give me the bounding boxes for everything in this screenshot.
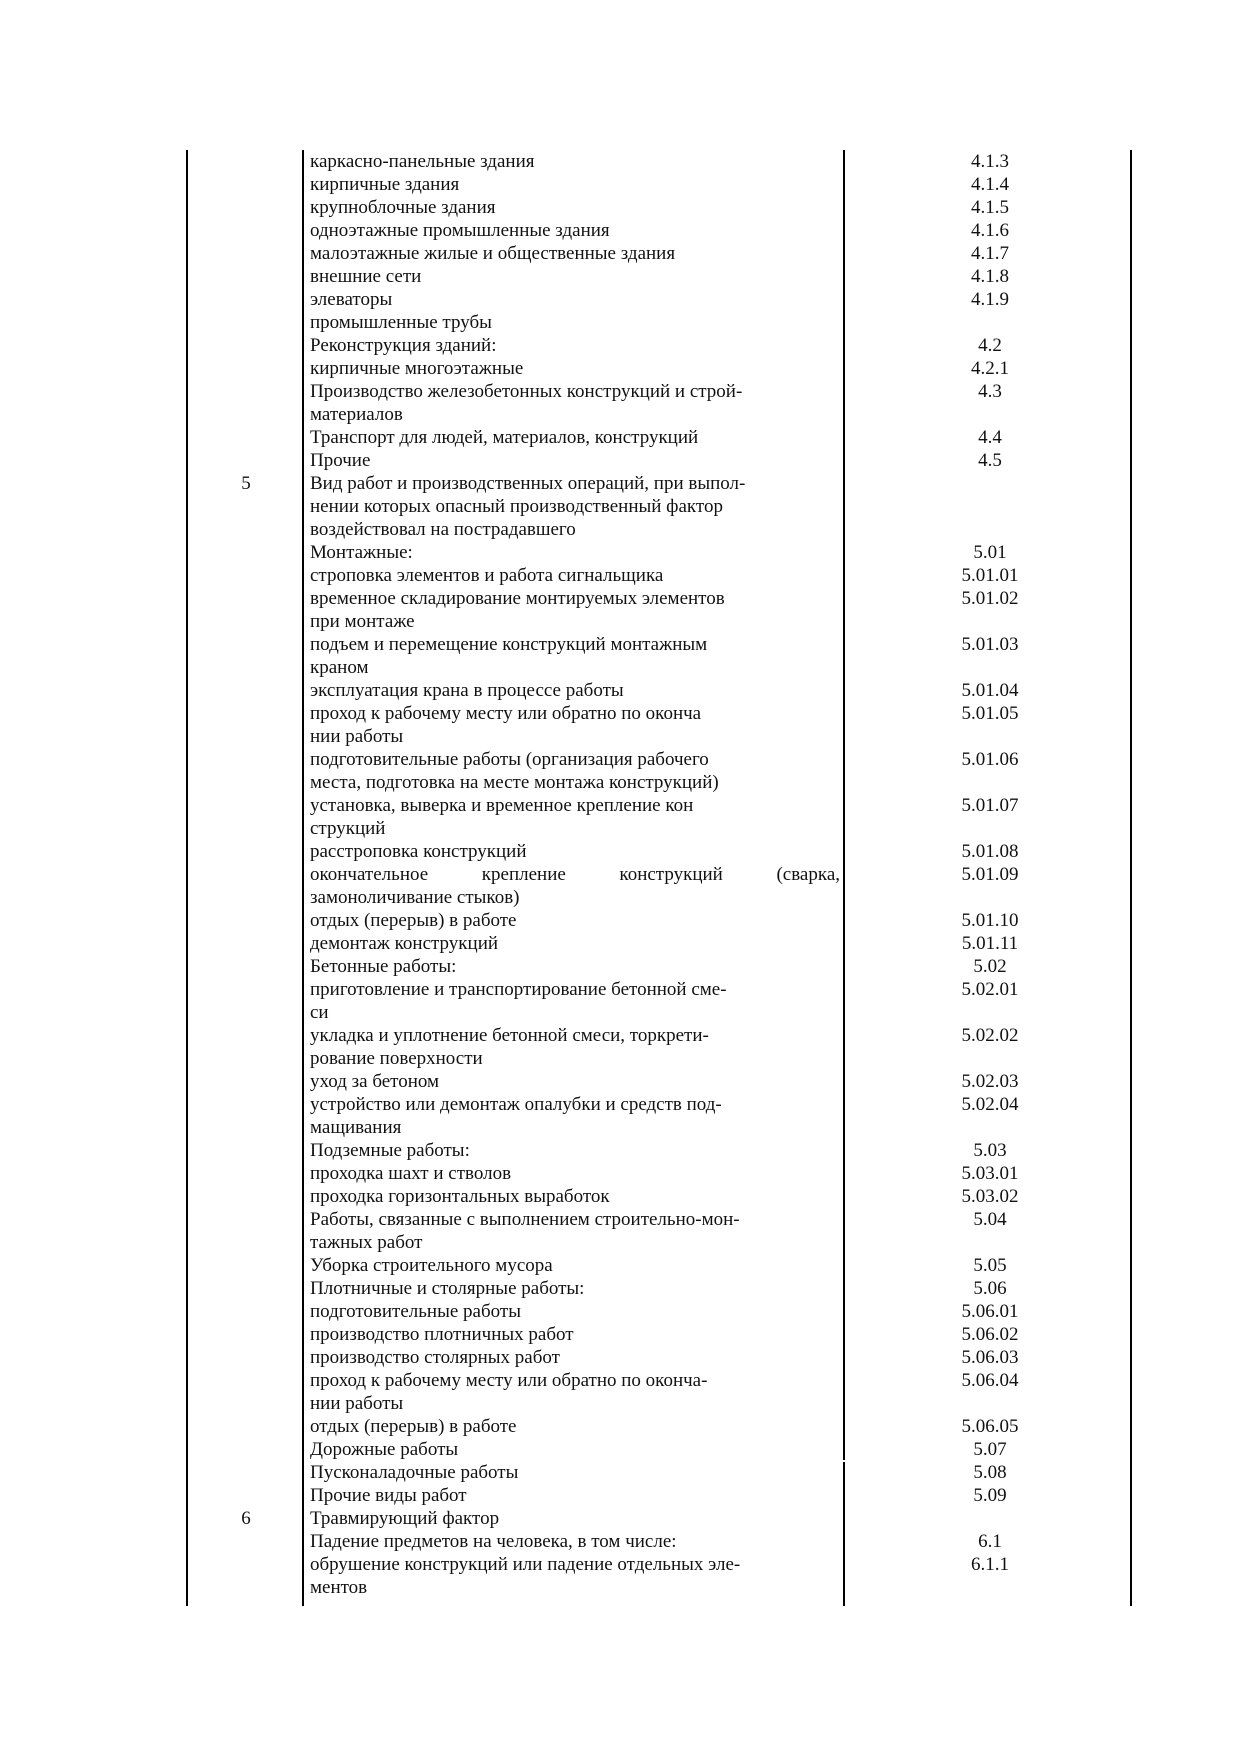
row-code [850,725,1130,748]
row-number [188,219,304,242]
row-description: проход к рабочему месту или обратно по оконча- [310,1370,708,1391]
row-number [188,1185,304,1208]
row-description: установка, выверка и временное крепление кон [310,795,694,816]
row-description: краном [310,657,369,678]
row-code [850,1576,1130,1599]
row-code: 5.01.03 [961,634,1019,655]
row-number [188,840,304,863]
row-code [850,1392,1130,1415]
row-description: Прочие виды работ [310,1485,467,1506]
row-description: одноэтажные промышленные здания [310,220,610,241]
row-description: укладка и уплотнение бетонной смеси, торкрети- [310,1025,709,1046]
row-description: нии работы [310,726,404,747]
row-description: демонтаж конструкций [310,933,499,954]
row-description: строповка элементов и работа сигнальщика [310,565,664,586]
row-description: места, подготовка на месте монтажа конструкций) [310,772,719,793]
row-description: си [310,1002,329,1023]
table-row [0,150,1240,173]
table-row [0,656,1240,679]
row-description: расстроповка конструкций [310,841,527,862]
row-code: 5.02.03 [961,1071,1019,1092]
row-number [188,449,304,472]
row-description: проход к рабочему месту или обратно по оконча [310,703,702,724]
table-row [0,863,1240,886]
row-description: отдых (перерыв) в работе [310,1416,517,1437]
row-number [188,978,304,1001]
row-description: элеваторы [310,289,393,310]
row-number [188,771,304,794]
row-description: обрушение конструкций или падение отдельных эле- [310,1554,741,1575]
row-description: Работы, связанные с выполнением строительно-мон- [310,1209,740,1230]
row-code: 5.08 [973,1462,1007,1483]
row-code: 5.06.02 [961,1324,1019,1345]
row-number [188,1277,304,1300]
table-row [0,334,1240,357]
table-row [0,748,1240,771]
row-number [188,863,304,886]
table-row [0,1231,1240,1254]
row-number [188,955,304,978]
row-number [188,1093,304,1116]
row-number [188,1553,304,1576]
table-row [0,771,1240,794]
row-number [188,817,304,840]
row-number [188,196,304,219]
row-number [188,242,304,265]
row-number [188,1484,304,1507]
row-number: 6 [241,1508,251,1529]
row-code: 4.1.9 [971,289,1009,310]
row-code: 5.02 [973,956,1007,977]
table-row [0,1484,1240,1507]
row-description: Подземные работы: [310,1140,470,1161]
row-number [188,932,304,955]
row-code [850,886,1130,909]
table-row [0,1392,1240,1415]
row-number [188,656,304,679]
row-description: Реконструкция зданий: [310,335,497,356]
row-code: 4.1.8 [971,266,1009,287]
row-description: промышленные трубы [310,312,492,333]
row-description: подготовительные работы (организация рабочего [310,749,709,770]
table-row [0,1461,1240,1484]
row-code [850,311,1130,334]
row-description: тажных работ [310,1232,423,1253]
table-row [0,173,1240,196]
table-row [0,265,1240,288]
row-number [188,1024,304,1047]
row-description: окончательное крепление конструкций (сварка, [310,864,840,885]
row-code: 5.01.06 [961,749,1019,770]
row-description: Уборка строительного мусора [310,1255,553,1276]
table-row [0,541,1240,564]
table-row [0,1208,1240,1231]
classification-table [0,150,1240,1599]
row-number [188,1231,304,1254]
row-description: подготовительные работы [310,1301,521,1322]
row-description: нении которых опасный производственный фактор [310,496,723,517]
table-row [0,1415,1240,1438]
table-row [0,1047,1240,1070]
row-number [188,1001,304,1024]
table-row [0,1323,1240,1346]
row-number [188,1530,304,1553]
row-code [850,495,1130,518]
row-code: 4.1.7 [971,243,1009,264]
row-description: малоэтажные жилые и общественные здания [310,243,676,264]
row-description: замоноличивание стыков) [310,887,520,908]
row-description: Монтажные: [310,542,413,563]
table-row [0,633,1240,656]
row-code: 5.06.04 [961,1370,1019,1391]
row-number [188,426,304,449]
row-description: производство плотничных работ [310,1324,574,1345]
table-row [0,564,1240,587]
row-number [188,518,304,541]
row-code [850,656,1130,679]
row-code: 4.1.6 [971,220,1009,241]
table-row [0,817,1240,840]
row-number [188,150,304,173]
table-row [0,725,1240,748]
row-description: Травмирующий фактор [310,1508,500,1529]
table-row [0,1093,1240,1116]
row-code: 5.01.02 [961,588,1019,609]
row-number [188,1323,304,1346]
row-description: проходка шахт и стволов [310,1163,512,1184]
table-row [0,587,1240,610]
row-description: крупноблочные здания [310,197,496,218]
row-code [850,817,1130,840]
row-description: устройство или демонтаж опалубки и средств под- [310,1094,722,1115]
row-code: 4.4 [978,427,1002,448]
table-row [0,840,1240,863]
row-number [188,173,304,196]
row-number [188,886,304,909]
row-number [188,541,304,564]
row-description: внешние сети [310,266,422,287]
table-row [0,1576,1240,1599]
row-code: 4.5 [978,450,1002,471]
table-row [0,1185,1240,1208]
row-number [188,1162,304,1185]
row-number [188,564,304,587]
row-number: 5 [241,473,251,494]
table-row [0,1300,1240,1323]
row-number [188,633,304,656]
row-number [188,1116,304,1139]
row-code: 4.2 [978,335,1002,356]
row-code: 5.05 [973,1255,1007,1276]
table-row [0,288,1240,311]
row-number [188,1300,304,1323]
row-number [188,1346,304,1369]
row-code [850,771,1130,794]
table-row [0,449,1240,472]
row-number [188,1047,304,1070]
table-row [0,311,1240,334]
table-row [0,932,1240,955]
row-code: 5.01.05 [961,703,1019,724]
row-code: 4.3 [978,381,1002,402]
row-description: нии работы [310,1393,404,1414]
row-code: 5.06 [973,1278,1007,1299]
row-code: 4.1.5 [971,197,1009,218]
row-description: Дорожные работы [310,1439,459,1460]
table-row [0,380,1240,403]
row-description: уход за бетоном [310,1071,440,1092]
row-description: временное складирование монтируемых элементов [310,588,725,609]
row-code: 5.02.01 [961,979,1019,1000]
row-number [188,1369,304,1392]
row-description: ментов [310,1577,368,1598]
row-code: 5.06.03 [961,1347,1019,1368]
row-description: Падение предметов на человека, в том числе: [310,1531,677,1552]
row-description: материалов [310,404,403,425]
row-number [188,794,304,817]
row-number [188,909,304,932]
table-row [0,1001,1240,1024]
row-number [188,334,304,357]
row-code: 5.09 [973,1485,1007,1506]
table-row [0,1346,1240,1369]
table-row [0,610,1240,633]
table-row [0,909,1240,932]
row-description: рование поверхности [310,1048,483,1069]
row-description: Плотничные и столярные работы: [310,1278,585,1299]
row-description: проходка горизонтальных выработок [310,1186,610,1207]
table-row [0,1254,1240,1277]
row-code: 5.01 [973,542,1007,563]
row-number [188,679,304,702]
row-number [188,725,304,748]
row-code: 5.06.05 [961,1416,1019,1437]
row-description: Бетонные работы: [310,956,457,977]
table-row [0,679,1240,702]
table-row [0,1438,1240,1461]
table-row [0,426,1240,449]
row-code: 5.07 [973,1439,1007,1460]
row-description: Производство железобетонных конструкций и строй- [310,381,743,402]
row-code [850,403,1130,426]
row-code [850,610,1130,633]
row-code: 5.02.02 [961,1025,1019,1046]
table-row [0,1024,1240,1047]
row-number [188,702,304,725]
table-row [0,1116,1240,1139]
row-number [188,1392,304,1415]
row-code: 5.01.09 [961,864,1019,885]
table-row [0,196,1240,219]
row-description: Прочие [310,450,371,471]
row-code: 5.01.11 [961,933,1019,954]
row-description: кирпичные многоэтажные [310,358,524,379]
row-description: отдых (перерыв) в работе [310,910,517,931]
table-row [0,1162,1240,1185]
table-row [0,242,1240,265]
row-number [188,380,304,403]
row-code: 6.1 [978,1531,1002,1552]
row-code [850,1231,1130,1254]
row-code [850,1001,1130,1024]
row-number [188,288,304,311]
table-row [0,955,1240,978]
row-code [850,472,1130,495]
row-number [188,1438,304,1461]
table-row [0,1139,1240,1162]
row-description: Пусконаладочные работы [310,1462,519,1483]
row-number [188,1461,304,1484]
row-number [188,1576,304,1599]
row-description: приготовление и транспортирование бетонной сме- [310,979,727,1000]
table-row [0,1369,1240,1392]
row-code: 5.01.10 [961,910,1019,931]
row-number [188,587,304,610]
row-code: 4.1.3 [971,151,1009,172]
table-row [0,518,1240,541]
row-number [188,1415,304,1438]
row-code: 6.1.1 [971,1554,1009,1575]
row-number [188,1208,304,1231]
row-code: 5.03.01 [961,1163,1019,1184]
table-row [0,1277,1240,1300]
row-number [188,357,304,380]
table-row [0,1553,1240,1576]
row-code [850,1047,1130,1070]
row-description: воздействовал на пострадавшего [310,519,576,540]
row-number [188,748,304,771]
row-number [188,495,304,518]
row-code: 5.04 [973,1209,1007,1230]
table-row [0,357,1240,380]
row-code [850,1116,1130,1139]
row-code: 5.01.01 [961,565,1019,586]
row-code: 5.01.07 [961,795,1019,816]
row-code: 4.1.4 [971,174,1009,195]
row-number [188,265,304,288]
row-description: при монтаже [310,611,415,632]
table-row [0,403,1240,426]
table-row [0,1507,1240,1530]
row-number [188,403,304,426]
row-number [188,311,304,334]
row-description: подъем и перемещение конструкций монтажным [310,634,708,655]
row-code: 5.03 [973,1140,1007,1161]
table-row [0,472,1240,495]
row-description: кирпичные здания [310,174,460,195]
table-row [0,1070,1240,1093]
table-row [0,794,1240,817]
table-row [0,702,1240,725]
table-row [0,219,1240,242]
row-description: мащивания [310,1117,402,1138]
row-number [188,1070,304,1093]
row-code: 5.01.04 [961,680,1019,701]
table-row [0,886,1240,909]
row-description: Транспорт для людей, материалов, конструкций [310,427,699,448]
row-description: струкций [310,818,386,839]
row-code: 5.06.01 [961,1301,1019,1322]
row-code [850,518,1130,541]
row-code: 5.03.02 [961,1186,1019,1207]
row-code: 5.02.04 [961,1094,1019,1115]
row-code: 5.01.08 [961,841,1019,862]
row-number [188,1254,304,1277]
row-code: 4.2.1 [971,358,1009,379]
row-description: эксплуатация крана в процессе работы [310,680,624,701]
table-row [0,978,1240,1001]
row-description: Вид работ и производственных операций, при выпол- [310,473,746,494]
row-code [850,1507,1130,1530]
row-number [188,1139,304,1162]
table-row [0,495,1240,518]
table-row [0,1530,1240,1553]
row-description: каркасно-панельные здания [310,151,535,172]
row-number [188,610,304,633]
row-description: производство столярных работ [310,1347,560,1368]
